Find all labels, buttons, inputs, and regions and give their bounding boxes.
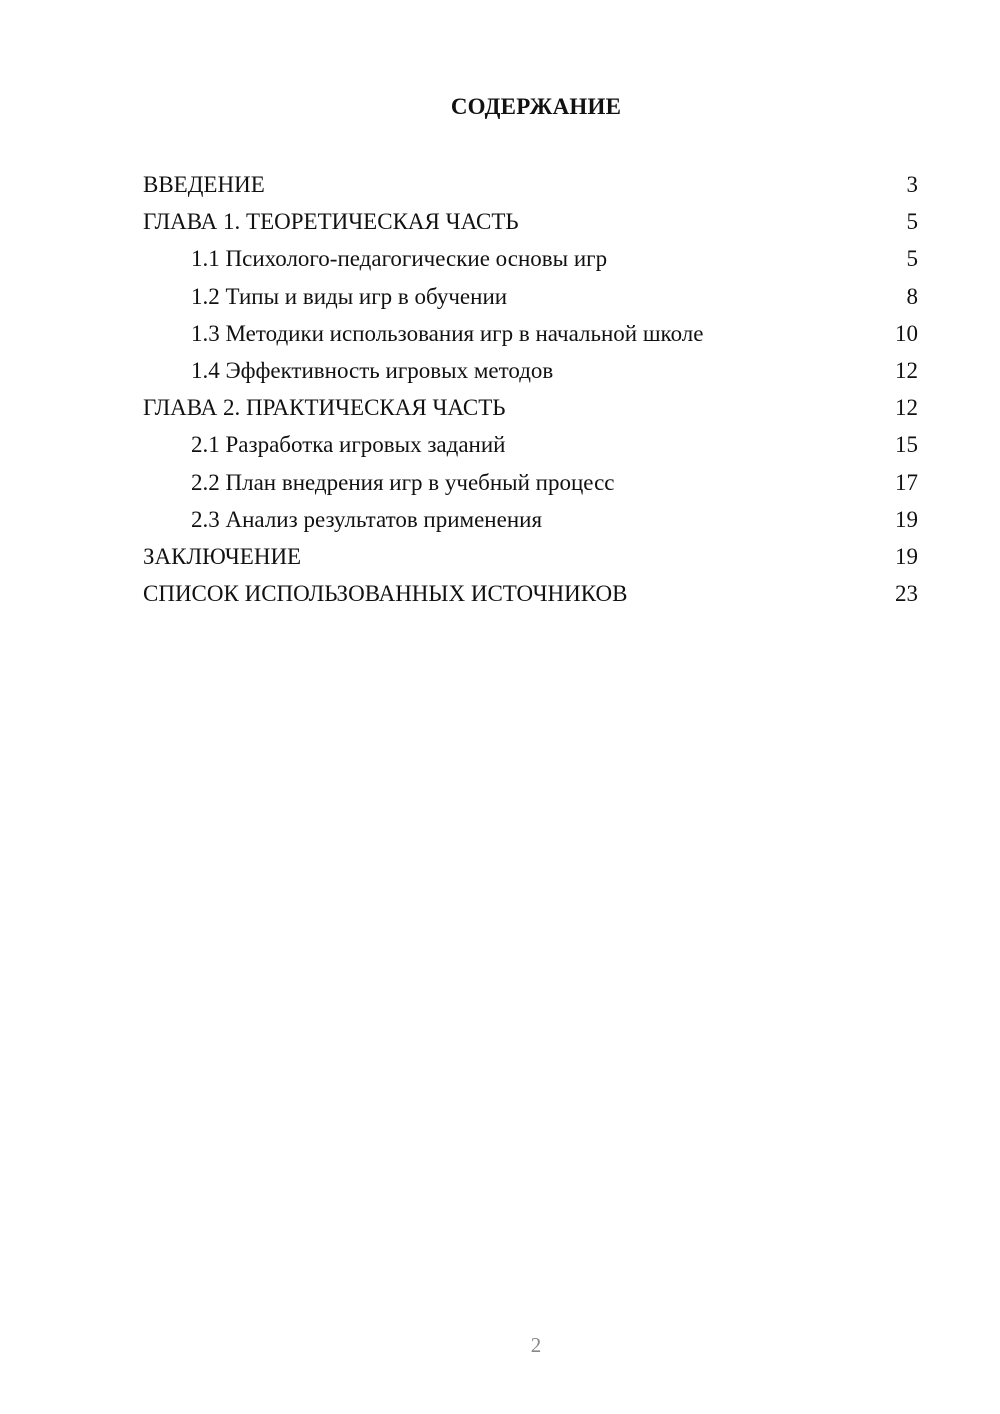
toc-entry-page: 12 [895,395,918,421]
toc-entry-section-1-3[interactable] [143,315,918,352]
toc-entry-label: 2.3 Анализ результатов применения [191,506,543,532]
toc-entry-references[interactable] [143,575,918,612]
toc-entry-page: 19 [895,506,918,532]
toc-entry-section-1-1[interactable] [143,240,918,277]
toc-entry-page: 5 [906,209,918,235]
toc-entry-label: 1.3 Методики использования игр в начальной школе [191,320,704,346]
toc-entry-label: ГЛАВА 2. ПРАКТИЧЕСКАЯ ЧАСТЬ [143,395,506,421]
page-number: 2 [530,1333,542,1357]
toc-title: СОДЕРЖАНИЕ [450,94,622,119]
toc-entry-label: ВВЕДЕНИЕ [143,172,265,197]
toc-entry-section-2-3[interactable] [143,501,918,538]
toc-entry-chapter-1[interactable] [143,203,918,240]
toc-entry-introduction[interactable] [143,166,918,203]
toc-entry-section-2-1[interactable] [143,426,918,463]
toc-entry-label: 2.2 План внедрения игр в учебный процесс [191,469,615,495]
toc-entry-section-1-2[interactable] [143,278,918,315]
toc-entry-conclusion[interactable] [143,538,918,575]
toc-entry-page: 15 [895,432,918,458]
toc-entry-label: 1.1 Психолого-педагогические основы игр [191,246,608,272]
toc-entry-page: 5 [906,246,918,272]
toc-entry-label: 2.1 Разработка игровых заданий [191,432,506,458]
toc-entry-section-1-4[interactable] [143,352,918,389]
toc-entry-section-2-2[interactable] [143,464,918,501]
toc-entry-page: 17 [895,469,918,495]
toc-entry-page: 10 [895,320,918,346]
toc-entry-page: 3 [906,172,918,197]
toc-entry-chapter-2[interactable] [143,389,918,426]
toc-entry-page: 12 [895,357,918,383]
toc-list [143,166,918,612]
toc-entry-page: 19 [895,543,918,569]
toc-entry-label: 1.2 Типы и виды игр в обучении [191,283,508,309]
toc-entry-label: ЗАКЛЮЧЕНИЕ [143,543,302,569]
toc-entry-page: 23 [895,581,918,607]
toc-entry-page: 8 [906,283,918,309]
toc-entry-label: 1.4 Эффективность игровых методов [191,357,554,383]
toc-entry-label: СПИСОК ИСПОЛЬЗОВАННЫХ ИСТОЧНИКОВ [143,581,628,607]
toc-entry-label: ГЛАВА 1. ТЕОРЕТИЧЕСКАЯ ЧАСТЬ [143,209,519,235]
